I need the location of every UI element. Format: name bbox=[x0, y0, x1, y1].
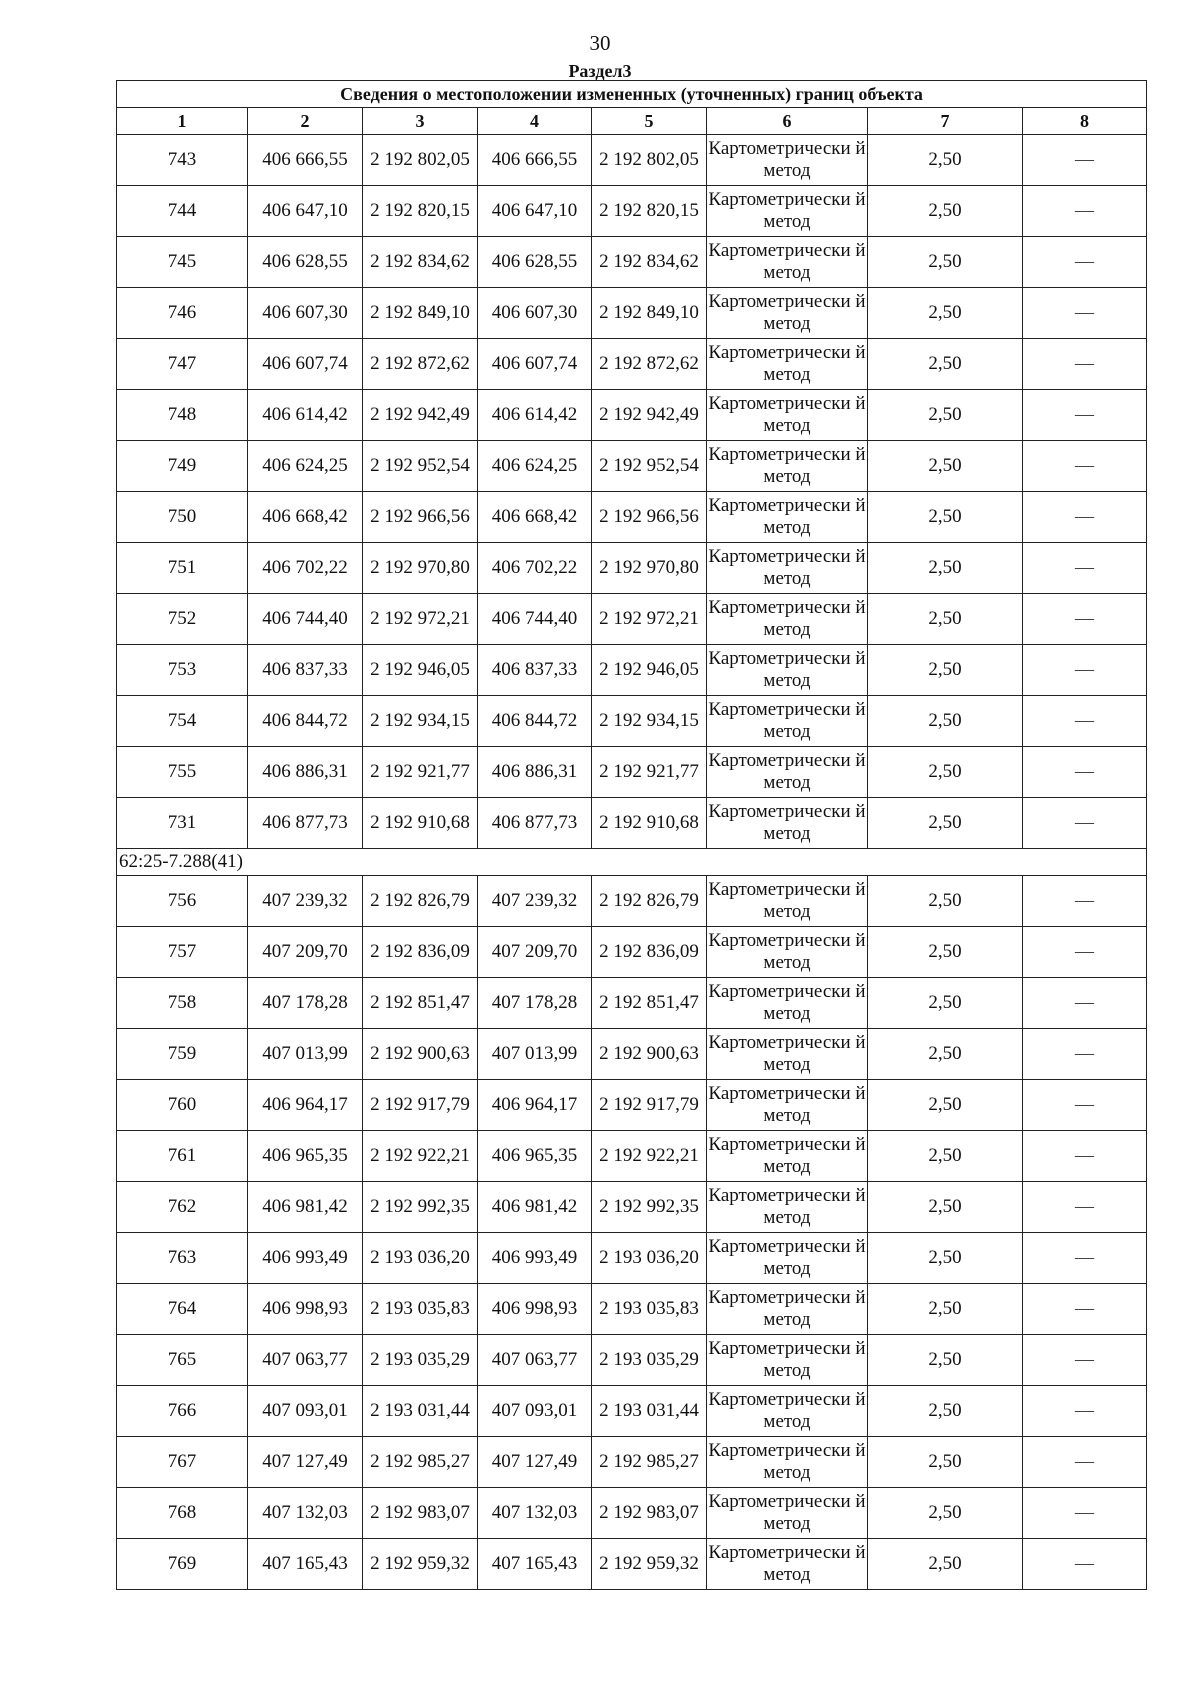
coordinate-y-cell: 2 192 851,47 bbox=[592, 978, 707, 1029]
note-cell: — bbox=[1023, 288, 1147, 339]
method-cell: Картометрически й метод bbox=[707, 390, 868, 441]
note-cell: — bbox=[1023, 876, 1147, 927]
method-cell: Картометрически й метод bbox=[707, 1284, 868, 1335]
coordinate-x-cell: 406 965,35 bbox=[248, 1131, 363, 1182]
table-row bbox=[117, 492, 1147, 543]
coordinate-y-cell: 2 193 035,83 bbox=[592, 1284, 707, 1335]
coordinate-x-cell: 406 624,25 bbox=[478, 441, 592, 492]
page-number: 30 bbox=[589, 31, 611, 55]
method-cell: Картометрически й метод bbox=[707, 339, 868, 390]
coordinate-y-cell: 2 192 959,32 bbox=[592, 1539, 707, 1590]
method-cell: Картометрически й метод bbox=[707, 1029, 868, 1080]
coordinate-x-cell: 406 614,42 bbox=[248, 390, 363, 441]
coordinate-y-cell: 2 192 872,62 bbox=[363, 339, 478, 390]
point-number-cell: 758 bbox=[117, 978, 248, 1029]
point-number-cell: 757 bbox=[117, 927, 248, 978]
method-cell: Картометрически й метод bbox=[707, 441, 868, 492]
column-number: 5 bbox=[592, 108, 707, 135]
coordinate-y-cell: 2 192 922,21 bbox=[592, 1131, 707, 1182]
cadastral-group-label: 62:25-7.288(41) bbox=[117, 849, 1147, 876]
method-cell: Картометрически й метод bbox=[707, 798, 868, 849]
accuracy-cell: 2,50 bbox=[868, 492, 1023, 543]
note-cell: — bbox=[1023, 696, 1147, 747]
method-cell: Картометрически й метод bbox=[707, 135, 868, 186]
method-cell: Картометрически й метод bbox=[707, 696, 868, 747]
coordinate-x-cell: 406 965,35 bbox=[478, 1131, 592, 1182]
accuracy-cell: 2,50 bbox=[868, 1284, 1023, 1335]
method-cell: Картометрически й метод bbox=[707, 186, 868, 237]
table-row bbox=[117, 1080, 1147, 1131]
coordinate-x-cell: 406 993,49 bbox=[478, 1233, 592, 1284]
coordinate-y-cell: 2 192 826,79 bbox=[592, 876, 707, 927]
coordinate-x-cell: 406 668,42 bbox=[478, 492, 592, 543]
note-cell: — bbox=[1023, 441, 1147, 492]
coordinate-y-cell: 2 192 917,79 bbox=[592, 1080, 707, 1131]
table-row bbox=[117, 696, 1147, 747]
note-cell: — bbox=[1023, 1539, 1147, 1590]
coordinate-y-cell: 2 192 834,62 bbox=[592, 237, 707, 288]
coordinate-x-cell: 406 614,42 bbox=[478, 390, 592, 441]
section-title: Раздел3 bbox=[568, 61, 632, 81]
accuracy-cell: 2,50 bbox=[868, 594, 1023, 645]
point-number-cell: 752 bbox=[117, 594, 248, 645]
point-number-cell: 748 bbox=[117, 390, 248, 441]
coordinate-y-cell: 2 192 946,05 bbox=[363, 645, 478, 696]
table-row bbox=[117, 978, 1147, 1029]
accuracy-cell: 2,50 bbox=[868, 390, 1023, 441]
point-number-cell: 763 bbox=[117, 1233, 248, 1284]
point-number-cell: 764 bbox=[117, 1284, 248, 1335]
coordinate-y-cell: 2 192 917,79 bbox=[363, 1080, 478, 1131]
point-number-cell: 750 bbox=[117, 492, 248, 543]
note-cell: — bbox=[1023, 1182, 1147, 1233]
coordinate-y-cell: 2 192 836,09 bbox=[363, 927, 478, 978]
note-cell: — bbox=[1023, 492, 1147, 543]
coordinate-x-cell: 406 877,73 bbox=[248, 798, 363, 849]
coordinate-x-cell: 406 964,17 bbox=[478, 1080, 592, 1131]
method-cell: Картометрически й метод bbox=[707, 927, 868, 978]
method-cell: Картометрически й метод bbox=[707, 1131, 868, 1182]
accuracy-cell: 2,50 bbox=[868, 543, 1023, 594]
point-number-cell: 759 bbox=[117, 1029, 248, 1080]
table-row bbox=[117, 1233, 1147, 1284]
table-row bbox=[117, 339, 1147, 390]
table-row bbox=[117, 186, 1147, 237]
point-number-cell: 753 bbox=[117, 645, 248, 696]
coordinate-x-cell: 406 666,55 bbox=[248, 135, 363, 186]
coordinate-y-cell: 2 192 934,15 bbox=[592, 696, 707, 747]
note-cell: — bbox=[1023, 1029, 1147, 1080]
method-cell: Картометрически й метод bbox=[707, 1488, 868, 1539]
table-row bbox=[117, 747, 1147, 798]
accuracy-cell: 2,50 bbox=[868, 1386, 1023, 1437]
point-number-cell: 769 bbox=[117, 1539, 248, 1590]
coordinate-x-cell: 407 093,01 bbox=[478, 1386, 592, 1437]
table-row bbox=[117, 1488, 1147, 1539]
coordinate-x-cell: 407 093,01 bbox=[248, 1386, 363, 1437]
coordinate-y-cell: 2 192 942,49 bbox=[363, 390, 478, 441]
table-caption-row bbox=[117, 81, 1147, 108]
coordinate-y-cell: 2 193 035,29 bbox=[363, 1335, 478, 1386]
accuracy-cell: 2,50 bbox=[868, 1335, 1023, 1386]
point-number-cell: 768 bbox=[117, 1488, 248, 1539]
coordinate-x-cell: 407 165,43 bbox=[248, 1539, 363, 1590]
coordinate-x-cell: 406 744,40 bbox=[478, 594, 592, 645]
coordinate-y-cell: 2 192 851,47 bbox=[363, 978, 478, 1029]
accuracy-cell: 2,50 bbox=[868, 798, 1023, 849]
point-number-cell: 749 bbox=[117, 441, 248, 492]
method-cell: Картометрически й метод bbox=[707, 594, 868, 645]
coordinate-x-cell: 406 844,72 bbox=[248, 696, 363, 747]
coordinate-y-cell: 2 192 942,49 bbox=[592, 390, 707, 441]
accuracy-cell: 2,50 bbox=[868, 876, 1023, 927]
coordinate-x-cell: 406 998,93 bbox=[478, 1284, 592, 1335]
coordinate-x-cell: 406 668,42 bbox=[248, 492, 363, 543]
coordinate-y-cell: 2 192 802,05 bbox=[592, 135, 707, 186]
coordinate-y-cell: 2 192 972,21 bbox=[363, 594, 478, 645]
table-row bbox=[117, 798, 1147, 849]
point-number-cell: 746 bbox=[117, 288, 248, 339]
column-number: 7 bbox=[868, 108, 1023, 135]
column-number: 1 bbox=[117, 108, 248, 135]
point-number-cell: 745 bbox=[117, 237, 248, 288]
method-cell: Картометрически й метод bbox=[707, 1182, 868, 1233]
coordinate-x-cell: 406 877,73 bbox=[478, 798, 592, 849]
note-cell: — bbox=[1023, 1284, 1147, 1335]
table-row bbox=[117, 1335, 1147, 1386]
note-cell: — bbox=[1023, 1386, 1147, 1437]
note-cell: — bbox=[1023, 798, 1147, 849]
coordinate-y-cell: 2 193 031,44 bbox=[592, 1386, 707, 1437]
point-number-cell: 751 bbox=[117, 543, 248, 594]
coordinate-x-cell: 406 628,55 bbox=[248, 237, 363, 288]
method-cell: Картометрически й метод bbox=[707, 492, 868, 543]
coordinate-x-cell: 407 165,43 bbox=[478, 1539, 592, 1590]
note-cell: — bbox=[1023, 978, 1147, 1029]
coordinate-y-cell: 2 192 820,15 bbox=[592, 186, 707, 237]
point-number-cell: 744 bbox=[117, 186, 248, 237]
coordinate-y-cell: 2 193 035,83 bbox=[363, 1284, 478, 1335]
table-row bbox=[117, 1131, 1147, 1182]
column-numbers-row bbox=[117, 108, 1147, 135]
table-row bbox=[117, 288, 1147, 339]
note-cell: — bbox=[1023, 135, 1147, 186]
coordinate-x-cell: 407 127,49 bbox=[478, 1437, 592, 1488]
coordinate-x-cell: 406 702,22 bbox=[248, 543, 363, 594]
method-cell: Картометрически й метод bbox=[707, 1080, 868, 1131]
method-cell: Картометрически й метод bbox=[707, 978, 868, 1029]
table-row bbox=[117, 645, 1147, 696]
coordinate-y-cell: 2 193 035,29 bbox=[592, 1335, 707, 1386]
coordinate-y-cell: 2 192 983,07 bbox=[363, 1488, 478, 1539]
note-cell: — bbox=[1023, 594, 1147, 645]
table-row bbox=[117, 135, 1147, 186]
coordinate-x-cell: 406 844,72 bbox=[478, 696, 592, 747]
note-cell: — bbox=[1023, 186, 1147, 237]
accuracy-cell: 2,50 bbox=[868, 1182, 1023, 1233]
coordinate-y-cell: 2 193 036,20 bbox=[592, 1233, 707, 1284]
accuracy-cell: 2,50 bbox=[868, 1233, 1023, 1284]
coordinate-y-cell: 2 192 985,27 bbox=[592, 1437, 707, 1488]
coordinate-y-cell: 2 192 910,68 bbox=[592, 798, 707, 849]
table-row bbox=[117, 1029, 1147, 1080]
coordinate-x-cell: 406 981,42 bbox=[248, 1182, 363, 1233]
method-cell: Картометрически й метод bbox=[707, 645, 868, 696]
accuracy-cell: 2,50 bbox=[868, 339, 1023, 390]
coordinate-y-cell: 2 192 972,21 bbox=[592, 594, 707, 645]
coordinate-y-cell: 2 192 849,10 bbox=[592, 288, 707, 339]
note-cell: — bbox=[1023, 927, 1147, 978]
column-number: 6 bbox=[707, 108, 868, 135]
table-caption: Сведения о местоположении измененных (уточненных) границ объекта bbox=[117, 81, 1147, 108]
coordinate-y-cell: 2 192 900,63 bbox=[363, 1029, 478, 1080]
method-cell: Картометрически й метод bbox=[707, 876, 868, 927]
coordinate-x-cell: 406 647,10 bbox=[248, 186, 363, 237]
coordinate-y-cell: 2 192 966,56 bbox=[363, 492, 478, 543]
coordinate-x-cell: 407 013,99 bbox=[478, 1029, 592, 1080]
coordinate-y-cell: 2 193 036,20 bbox=[363, 1233, 478, 1284]
coordinate-x-cell: 406 607,74 bbox=[478, 339, 592, 390]
coordinate-y-cell: 2 192 802,05 bbox=[363, 135, 478, 186]
point-number-cell: 761 bbox=[117, 1131, 248, 1182]
note-cell: — bbox=[1023, 747, 1147, 798]
coordinate-x-cell: 406 998,93 bbox=[248, 1284, 363, 1335]
accuracy-cell: 2,50 bbox=[868, 1437, 1023, 1488]
coordinate-y-cell: 2 192 872,62 bbox=[592, 339, 707, 390]
table-row bbox=[117, 1284, 1147, 1335]
accuracy-cell: 2,50 bbox=[868, 1539, 1023, 1590]
coordinate-x-cell: 406 886,31 bbox=[478, 747, 592, 798]
method-cell: Картометрически й метод bbox=[707, 237, 868, 288]
note-cell: — bbox=[1023, 1437, 1147, 1488]
accuracy-cell: 2,50 bbox=[868, 288, 1023, 339]
accuracy-cell: 2,50 bbox=[868, 927, 1023, 978]
table-row bbox=[117, 876, 1147, 927]
note-cell: — bbox=[1023, 1131, 1147, 1182]
coordinate-x-cell: 406 837,33 bbox=[248, 645, 363, 696]
note-cell: — bbox=[1023, 1233, 1147, 1284]
point-number-cell: 754 bbox=[117, 696, 248, 747]
coordinate-x-cell: 406 981,42 bbox=[478, 1182, 592, 1233]
coordinate-y-cell: 2 192 952,54 bbox=[592, 441, 707, 492]
coordinate-x-cell: 406 886,31 bbox=[248, 747, 363, 798]
coordinate-x-cell: 406 607,30 bbox=[478, 288, 592, 339]
coordinate-x-cell: 407 132,03 bbox=[248, 1488, 363, 1539]
point-number-cell: 755 bbox=[117, 747, 248, 798]
coordinate-x-cell: 406 628,55 bbox=[478, 237, 592, 288]
coordinate-x-cell: 407 178,28 bbox=[248, 978, 363, 1029]
coordinate-y-cell: 2 192 900,63 bbox=[592, 1029, 707, 1080]
table-row bbox=[117, 1437, 1147, 1488]
coordinate-y-cell: 2 192 922,21 bbox=[363, 1131, 478, 1182]
coordinate-x-cell: 407 063,77 bbox=[478, 1335, 592, 1386]
method-cell: Картометрически й метод bbox=[707, 288, 868, 339]
coordinate-y-cell: 2 192 992,35 bbox=[363, 1182, 478, 1233]
note-cell: — bbox=[1023, 1488, 1147, 1539]
coordinate-y-cell: 2 192 910,68 bbox=[363, 798, 478, 849]
table-row bbox=[117, 390, 1147, 441]
note-cell: — bbox=[1023, 339, 1147, 390]
coordinate-y-cell: 2 192 921,77 bbox=[592, 747, 707, 798]
column-number: 3 bbox=[363, 108, 478, 135]
note-cell: — bbox=[1023, 237, 1147, 288]
coordinate-x-cell: 406 744,40 bbox=[248, 594, 363, 645]
coordinate-x-cell: 407 178,28 bbox=[478, 978, 592, 1029]
point-number-cell: 767 bbox=[117, 1437, 248, 1488]
coordinate-y-cell: 2 192 952,54 bbox=[363, 441, 478, 492]
method-cell: Картометрически й метод bbox=[707, 1539, 868, 1590]
coordinate-x-cell: 406 993,49 bbox=[248, 1233, 363, 1284]
coordinate-y-cell: 2 192 849,10 bbox=[363, 288, 478, 339]
coordinate-x-cell: 407 063,77 bbox=[248, 1335, 363, 1386]
table-row bbox=[117, 1386, 1147, 1437]
accuracy-cell: 2,50 bbox=[868, 696, 1023, 747]
point-number-cell: 731 bbox=[117, 798, 248, 849]
table-row bbox=[117, 543, 1147, 594]
coordinate-x-cell: 407 239,32 bbox=[478, 876, 592, 927]
table-row bbox=[117, 237, 1147, 288]
coordinate-x-cell: 406 666,55 bbox=[478, 135, 592, 186]
coordinate-y-cell: 2 192 966,56 bbox=[592, 492, 707, 543]
accuracy-cell: 2,50 bbox=[868, 441, 1023, 492]
table-row bbox=[117, 1182, 1147, 1233]
coordinate-x-cell: 407 209,70 bbox=[248, 927, 363, 978]
coordinate-x-cell: 406 647,10 bbox=[478, 186, 592, 237]
coordinate-x-cell: 406 624,25 bbox=[248, 441, 363, 492]
table-row bbox=[117, 927, 1147, 978]
note-cell: — bbox=[1023, 645, 1147, 696]
coordinate-y-cell: 2 192 820,15 bbox=[363, 186, 478, 237]
accuracy-cell: 2,50 bbox=[868, 186, 1023, 237]
accuracy-cell: 2,50 bbox=[868, 135, 1023, 186]
coordinate-y-cell: 2 192 934,15 bbox=[363, 696, 478, 747]
method-cell: Картометрически й метод bbox=[707, 1437, 868, 1488]
coordinate-x-cell: 407 013,99 bbox=[248, 1029, 363, 1080]
point-number-cell: 743 bbox=[117, 135, 248, 186]
coordinate-y-cell: 2 192 992,35 bbox=[592, 1182, 707, 1233]
coordinate-x-cell: 406 607,30 bbox=[248, 288, 363, 339]
note-cell: — bbox=[1023, 1080, 1147, 1131]
accuracy-cell: 2,50 bbox=[868, 1488, 1023, 1539]
coordinate-x-cell: 406 837,33 bbox=[478, 645, 592, 696]
method-cell: Картометрически й метод bbox=[707, 747, 868, 798]
method-cell: Картометрически й метод bbox=[707, 543, 868, 594]
point-number-cell: 760 bbox=[117, 1080, 248, 1131]
coordinate-y-cell: 2 192 921,77 bbox=[363, 747, 478, 798]
table-row bbox=[117, 441, 1147, 492]
table-row bbox=[117, 594, 1147, 645]
method-cell: Картометрически й метод bbox=[707, 1335, 868, 1386]
coordinate-x-cell: 407 127,49 bbox=[248, 1437, 363, 1488]
coordinate-y-cell: 2 192 983,07 bbox=[592, 1488, 707, 1539]
coordinate-y-cell: 2 192 826,79 bbox=[363, 876, 478, 927]
coordinate-y-cell: 2 192 985,27 bbox=[363, 1437, 478, 1488]
coordinate-x-cell: 406 702,22 bbox=[478, 543, 592, 594]
table-row bbox=[117, 1539, 1147, 1590]
accuracy-cell: 2,50 bbox=[868, 978, 1023, 1029]
coordinate-y-cell: 2 192 834,62 bbox=[363, 237, 478, 288]
coordinate-x-cell: 406 607,74 bbox=[248, 339, 363, 390]
accuracy-cell: 2,50 bbox=[868, 747, 1023, 798]
coordinate-x-cell: 407 132,03 bbox=[478, 1488, 592, 1539]
note-cell: — bbox=[1023, 1335, 1147, 1386]
accuracy-cell: 2,50 bbox=[868, 645, 1023, 696]
point-number-cell: 747 bbox=[117, 339, 248, 390]
coordinates-table bbox=[116, 80, 1147, 1590]
coordinate-x-cell: 407 239,32 bbox=[248, 876, 363, 927]
method-cell: Картометрически й метод bbox=[707, 1233, 868, 1284]
point-number-cell: 765 bbox=[117, 1335, 248, 1386]
accuracy-cell: 2,50 bbox=[868, 1131, 1023, 1182]
coordinate-y-cell: 2 192 959,32 bbox=[363, 1539, 478, 1590]
coordinate-y-cell: 2 192 836,09 bbox=[592, 927, 707, 978]
accuracy-cell: 2,50 bbox=[868, 237, 1023, 288]
accuracy-cell: 2,50 bbox=[868, 1029, 1023, 1080]
coordinate-x-cell: 406 964,17 bbox=[248, 1080, 363, 1131]
coordinate-y-cell: 2 192 970,80 bbox=[363, 543, 478, 594]
point-number-cell: 766 bbox=[117, 1386, 248, 1437]
column-number: 8 bbox=[1023, 108, 1147, 135]
method-cell: Картометрически й метод bbox=[707, 1386, 868, 1437]
coordinate-x-cell: 407 209,70 bbox=[478, 927, 592, 978]
coordinate-y-cell: 2 193 031,44 bbox=[363, 1386, 478, 1437]
coordinate-y-cell: 2 192 970,80 bbox=[592, 543, 707, 594]
note-cell: — bbox=[1023, 390, 1147, 441]
column-number: 2 bbox=[248, 108, 363, 135]
accuracy-cell: 2,50 bbox=[868, 1080, 1023, 1131]
group-label-row bbox=[117, 849, 1147, 876]
column-number: 4 bbox=[478, 108, 592, 135]
note-cell: — bbox=[1023, 543, 1147, 594]
point-number-cell: 756 bbox=[117, 876, 248, 927]
point-number-cell: 762 bbox=[117, 1182, 248, 1233]
coordinate-y-cell: 2 192 946,05 bbox=[592, 645, 707, 696]
